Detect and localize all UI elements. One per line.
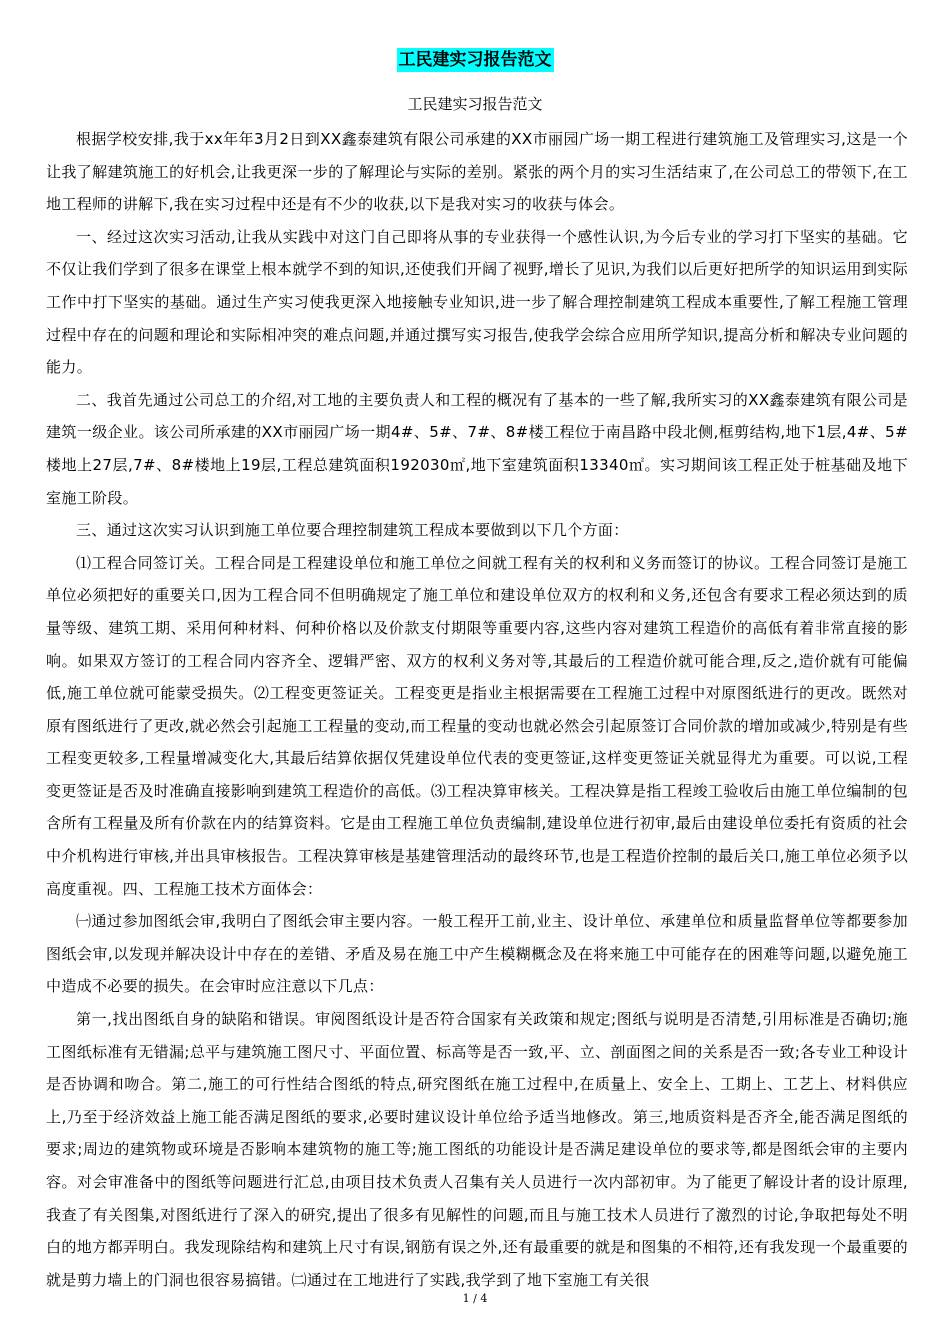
document-body — [46, 123, 908, 1296]
paragraph-intro: 根据学校安排,我于xx年年3月2日到XX鑫泰建筑有限公司承建的XX市丽园广场一期工程进行建筑施工及管理实习,这是一个让我了解建筑施工的好机会,让我更深一步的了解理论与实际的差别。紧张的两个月的实习生活结束了,在公司总工的带领下,在工地工程师的讲解下,我在实习过程中还是有不少的收获,以下是我对实习的收获与体会。 — [46, 130, 908, 214]
paragraph-review-points: 第一,找出图纸自身的缺陷和错误。审阅图纸设计是否符合国家有关政策和规定;图纸与说明是否清楚,引用标准是否确切;施工图纸标准有无错漏;总平与建筑施工图尺寸、平面位置、标高等是否一致,平、立、剖面图之间的关系是否一致;各专业工种设计是否协调和吻合。第二,施工的可行性结合图纸的特点,研究图纸在施工过程中,在质量上、安全上、工期上、工艺上、材料供应上,乃至于经济效益上施工能否满足图纸的要求,必要时建议设计单位给予适当地修改。第三,地质资料是否齐全,能否满足图纸的要求;周边的建筑物或环境是否影响本建筑物的施工等;施工图纸的功能设计是否满足建设单位的要求等,都是图纸会审的主要内容。对会审准备中的图纸等问题进行汇总,由项目技术负责人召集有关人员进行一次内部初审。为了能更了解设计者的设计原理,我查了有关图集,对图纸进行了深入的研究,提出了很多有见解性的问题,而且与施工技术人员进行了激烈的讨论,争取把每处不明白的地方都弄明白。我发现除结构和建筑上尺寸有误,钢筋有误之外,还有最重要的就是和图集的不相符,还有我发现一个最重要的就是剪力墙上的门洞也很容易搞错。㈡通过在工地进行了实践,我学到了地下室施工有关很 — [46, 1010, 908, 1289]
title-wrap — [0, 48, 950, 72]
paragraph-drawing-review: ㈠通过参加图纸会审,我明白了图纸会审主要内容。一般工程开工前,业主、设计单位、承建单位和质量监督单位等都要参加图纸会审,以发现并解决设计中存在的差错、矛盾及易在施工中产生模糊概念及在将来施工中可能存在的困难等问题,以避免施工中造成不必要的损失。在会审时应注意以下几点： — [46, 912, 908, 996]
paragraph-section-2: 二、我首先通过公司总工的介绍,对工地的主要负责人和工程的概况有了基本的一些了解,我所实习的XX鑫泰建筑有限公司是建筑一级企业。该公司所承建的XX市丽园广场一期4#、5#、7#、8#楼工程位于南昌路中段北侧,框剪结构,地下1层,4#、5#楼地上27层,7#、8#楼地上19层,工程总建筑面积192030㎡,地下室建筑面积13340㎡。实习期间该工程正处于桩基础及地下室施工阶段。 — [46, 390, 908, 507]
paragraph-section-1: 一、经过这次实习活动,让我从实践中对这门自己即将从事的专业获得一个感性认识,为今后专业的学习打下坚实的基础。它不仅让我们学到了很多在课堂上根本就学不到的知识,还使我们开阔了视野,增长了见识,为我们以后更好把所学的知识运用到实际工作中打下坚实的基础。通过生产实习使我更深入地接触专业知识,进一步了解合理控制建筑工程成本重要性,了解工程施工管理过程中存在的问题和理论和实际相冲突的难点问题,并通过撰写实习报告,使我学会综合应用所学知识,提高分析和解决专业问题的能力。 — [46, 227, 908, 377]
paragraph-section-3: 三、通过这次实习认识到施工单位要合理控制建筑工程成本要做到以下几个方面： — [76, 521, 629, 540]
document-title: 工民建实习报告范文 — [398, 50, 552, 70]
document-subtitle: 工民建实习报告范文 — [407, 95, 543, 113]
paragraph-contract-control: ⑴工程合同签订关。工程合同是工程建设单位和施工单位之间就工程有关的权利和义务而签订的协议。工程合同签订是施工单位必须把好的重要关口,因为工程合同不但明确规定了施工单位和建设单位双方的权利和义务,还包含有要求工程必须达到的质量等级、建筑工期、采用何种材料、何种价格以及价款支付期限等重要内容,这些内容对建筑工程造价的高低有着非常直接的影响。如果双方签订的工程合同内容齐全、逻辑严密、双方的权利义务对等,其最后的工程造价就可能合理,反之,造价就有可能偏低,施工单位就可能蒙受损失。⑵工程变更签证关。工程变更是指业主根据需要在工程施工过程中对原图纸进行的更改。既然对原有图纸进行了更改,就必然会引起施工工程量的变动,而工程量的变动也就必然会引起原签订合同价款的增加或减少,特别是有些工程变更较多,工程量增减变化大,其最后结算依据仅凭建设单位代表的变更签证,这样变更签证关就显得尤为重要。可以说,工程变更签证是否及时准确直接影响到建筑工程造价的高低。⑶工程决算审核关。工程决算是指工程竣工验收后由施工单位编制的包含所有工程量及所有价款在内的结算资料。它是由工程施工单位负责编制,建设单位进行初审,最后由建设单位委托有资质的社会中介机构进行审核,并出具审核报告。工程决算审核是基建管理活动的最终环节,也是工程造价控制的最后关口,施工单位必须予以高度重视。四、工程施工技术方面体会： — [46, 553, 908, 898]
page-number: 1 / 4 — [462, 1292, 488, 1305]
